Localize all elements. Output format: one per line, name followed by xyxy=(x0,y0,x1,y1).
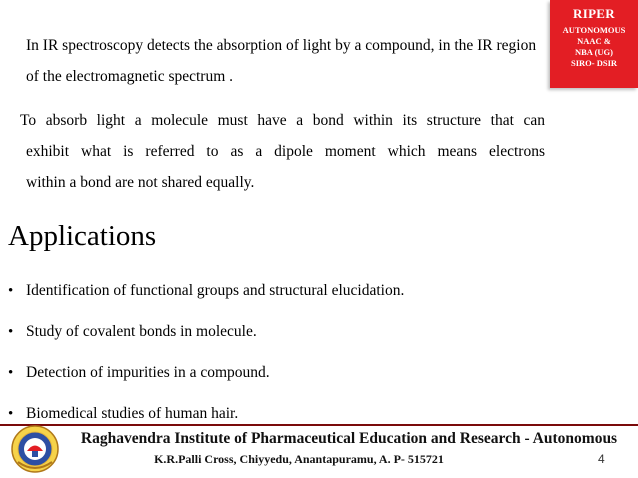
paragraph-line: exhibit what is referred to as a dipole moment which means electrons xyxy=(26,143,545,160)
badge-line: AUTONOMOUS xyxy=(562,25,626,35)
bullet-icon: • xyxy=(8,364,14,381)
list-item xyxy=(8,311,404,352)
list-item-text: Biomedical studies of human hair. xyxy=(26,404,239,422)
applications-heading: Applications xyxy=(8,220,157,252)
intro-paragraph-1: In IR spectroscopy detects the absorption of light by a compound, in the IR region of the electromagnetic spectrum . xyxy=(26,37,537,85)
badge-title: RIPER xyxy=(573,6,615,21)
bullet-icon: • xyxy=(8,282,14,299)
bullet-icon: • xyxy=(8,323,14,340)
bullet-icon: • xyxy=(8,405,14,422)
riper-badge xyxy=(550,0,638,88)
footer-divider xyxy=(0,424,638,426)
list-item-text: Study of covalent bonds in molecule. xyxy=(26,322,257,340)
institute-seal-icon xyxy=(10,424,60,474)
list-item xyxy=(8,352,404,393)
list-item-text: Identification of functional groups and structural elucidation. xyxy=(26,281,405,299)
list-item xyxy=(8,393,404,434)
page-number: 4 xyxy=(598,452,605,466)
badge-line: NBA (UG) xyxy=(574,47,613,57)
applications-list xyxy=(8,270,404,434)
paragraph-line: within a bond are not shared equally. xyxy=(26,174,255,191)
intro-paragraph-2 xyxy=(20,105,545,198)
badge-line: SIRO- DSIR xyxy=(570,58,618,68)
list-item-text: Detection of impurities in a compound. xyxy=(26,363,270,381)
institute-name: Raghavendra Institute of Pharmaceutical Education and Research - Autonomous xyxy=(80,430,618,447)
list-item xyxy=(8,270,404,311)
institute-address: K.R.Palli Cross, Chiyyedu, Anantapuramu, A. P- 515721 xyxy=(154,452,444,466)
paragraph-line: To absorb light a molecule must have a bond within its structure that can xyxy=(20,112,545,129)
badge-line: NAAC & xyxy=(577,36,611,46)
